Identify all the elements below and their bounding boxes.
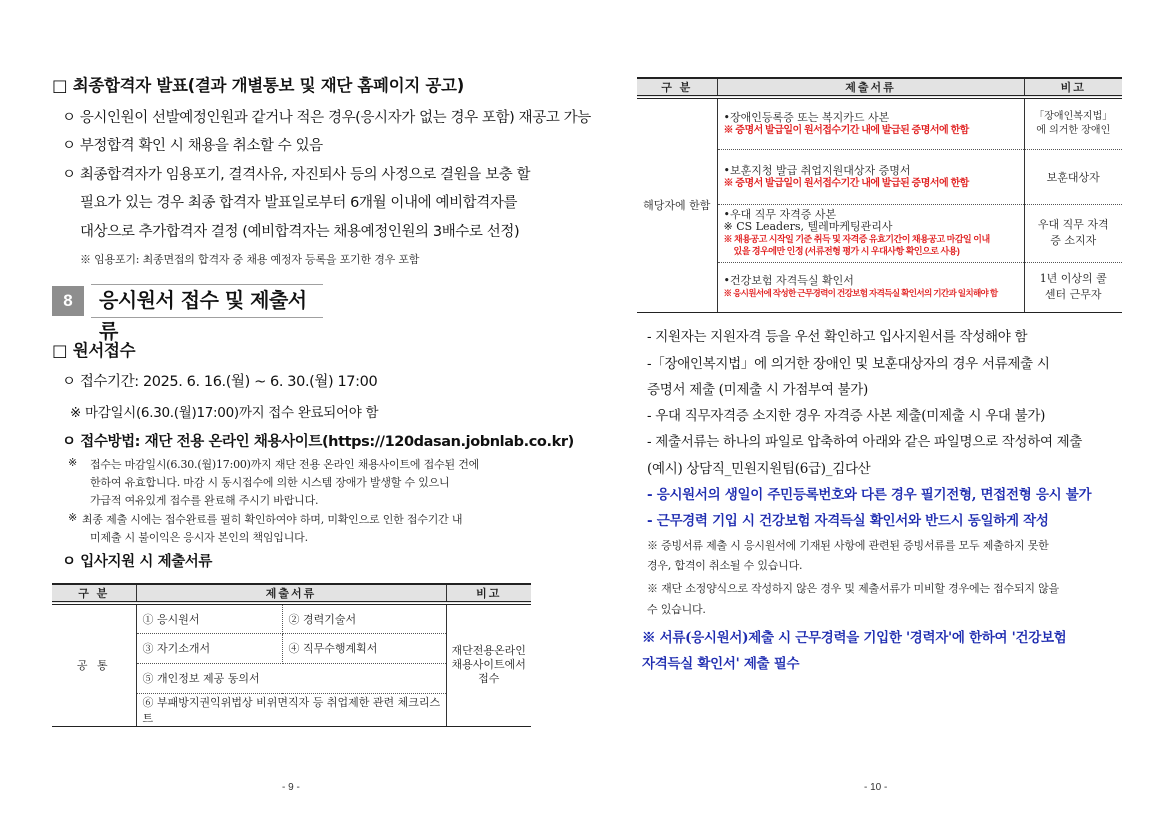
page-number: - 10 - bbox=[864, 782, 888, 793]
note-line: 수 있습니다. bbox=[647, 603, 706, 616]
doc-row bbox=[717, 262, 1024, 312]
remark-online: 재단전용온라인 채용사이트에서 접수 bbox=[446, 603, 531, 726]
doc-name: •우대 직무 자격증 사본 bbox=[723, 208, 837, 221]
doc-item: ⑥ 부패방지권익위법상 비위면직자 등 취업제한 관련 체크리스트 bbox=[136, 693, 446, 726]
remark: 「장애인복지법」에 의거한 장애인 bbox=[1024, 97, 1122, 149]
doc-row bbox=[717, 97, 1024, 149]
category-common: 공 통 bbox=[52, 603, 136, 726]
blue-notice: - 근무경력 기입 시 건강보험 자격득실 확인서와 반드시 동일하게 작성 bbox=[647, 513, 1049, 529]
note-line: ※ 재단 소정양식으로 작성하지 않은 경우 및 제출서류가 미비할 경우에는 접수되지 않을 bbox=[647, 582, 1059, 595]
heading-final-announcement: □ 최종합격자 발표(결과 개별통보 및 재단 홈페이지 공고) bbox=[52, 76, 464, 95]
note-line: ※ 증빙서류 제출 시 응시원서에 기재된 사항에 관련된 증빙서류를 모두 제출하지 못한 bbox=[647, 539, 1049, 552]
reception-note-line: 가급적 여유있게 접수를 완료해 주시기 바랍니다. bbox=[90, 494, 319, 507]
reception-note-line: 최종 제출 시에는 접수완료를 필히 확인하여야 하며, 미확인으로 인한 접수기간 내 bbox=[82, 513, 463, 526]
remark: 1년 이상의 콜센터 근무자 bbox=[1024, 262, 1122, 312]
doc-name: •장애인등록증 또는 복지카드 사본 bbox=[723, 110, 890, 124]
doc-item: ② 경력기술서 bbox=[282, 603, 446, 633]
sub-note: ※ CS Leaders, 텔레마케팅관리사 bbox=[723, 220, 893, 233]
bullet-reserve-cont: 대상으로 추가합격자 결정 (예비합격자는 채용예정인원의 3배수로 선정) bbox=[80, 224, 520, 240]
dash-line: -「장애인복지법」에 의거한 장애인 및 보훈대상자의 경우 서류제출 시 bbox=[647, 356, 1050, 372]
reception-method: ㅇ 접수방법: 재단 전용 온라인 채용사이트(https://120dasan.jobnlab.co.kr) bbox=[62, 434, 574, 450]
dash-line: - 우대 직무자격증 소지한 경우 자격증 사본 제출(미제출 시 우대 불가) bbox=[647, 408, 1046, 424]
reception-period: ㅇ 접수기간: 2025. 6. 16.(월) ~ 6. 30.(월) 17:00 bbox=[62, 374, 378, 390]
page-10 bbox=[585, 0, 1170, 827]
dash-line: 증명서 제출 (미제출 시 가점부여 불가) bbox=[647, 382, 869, 398]
docs-heading: ㅇ 입사지원 시 제출서류 bbox=[62, 554, 213, 570]
doc-row bbox=[717, 149, 1024, 204]
doc-name: •건강보험 자격득실 확인서 bbox=[723, 274, 854, 287]
note-mark: ※ bbox=[68, 511, 78, 524]
red-note: ※ 응시원서에 작성한 근무경력이 건강보험 자격득실 확인서의 기간과 일치해야 함 bbox=[723, 288, 998, 298]
bullet-readvertise: ㅇ 응시인원이 선발예정인원과 같거나 적은 경우(응시자가 없는 경우 포함) 재공고 가능 bbox=[62, 110, 591, 126]
remark: 우대 직무 자격증 소지자 bbox=[1024, 204, 1122, 262]
heading-reception: □ 원서접수 bbox=[52, 341, 136, 360]
reception-note-line: 미제출 시 불이익은 응시자 본인의 책임입니다. bbox=[90, 531, 308, 544]
bullet-reserve-cont: 필요가 있는 경우 최종 합격자 발표일로부터 6개월 이내에 예비합격자를 bbox=[80, 195, 518, 211]
doc-item: ④ 직무수행계획서 bbox=[282, 633, 446, 663]
bullet-reserve: ㅇ 최종합격자가 임용포기, 결격사유, 자진퇴사 등의 사정으로 결원을 보충 할 bbox=[62, 167, 531, 183]
doc-item: ⑤ 개인정보 제공 동의서 bbox=[136, 663, 446, 693]
red-note: ※ 증명서 발급일이 원서접수기간 내에 발급된 증명서에 한함 bbox=[723, 124, 969, 136]
reception-deadline-note: ※ 마감일시(6.30.(월)17:00)까지 접수 완료되어야 함 bbox=[70, 405, 379, 421]
blue-notice: - 응시원서의 생일이 주민등록번호와 다른 경우 필기전형, 면접전형 응시 불가 bbox=[647, 487, 1092, 503]
col-header-docs: 제출서류 bbox=[717, 78, 1024, 97]
conditional-docs-table bbox=[637, 77, 1122, 313]
section-title: 응시원서 접수 및 제출서류 bbox=[91, 284, 323, 318]
common-docs-table bbox=[52, 583, 531, 727]
note-appointment-waiver: ※ 임용포기: 최종면접의 합격자 중 채용 예정자 등록을 포기한 경우 포함 bbox=[80, 253, 420, 266]
page-number: - 9 - bbox=[282, 782, 300, 793]
doc-item: ③ 자기소개서 bbox=[136, 633, 282, 663]
col-header-remark: 비고 bbox=[1024, 78, 1122, 97]
note-line: 경우, 합격이 취소될 수 있습니다. bbox=[647, 559, 803, 572]
reception-note-line: 접수는 마감일시(6.30.(월)17:00)까지 재단 전용 온라인 채용사이트에 접수된 건에 bbox=[90, 458, 480, 471]
final-required-note: ※ 서류(응시원서)제출 시 근무경력을 기입한 '경력자'에 한하여 '건강보험 bbox=[642, 630, 1067, 646]
dash-line: - 지원자는 지원자격 등을 우선 확인하고 입사지원서를 작성해야 함 bbox=[647, 329, 1028, 345]
col-header-remark: 비고 bbox=[446, 584, 531, 603]
doc-item: ① 응시원서 bbox=[136, 603, 282, 633]
doc-row bbox=[717, 204, 1024, 262]
section-number-badge: 8 bbox=[52, 286, 84, 316]
bullet-cancel: ㅇ 부정합격 확인 시 채용을 취소할 수 있음 bbox=[62, 138, 323, 154]
reception-note-line: 한하여 유효합니다. 마감 시 동시접수에 의한 시스템 장애가 발생할 수 있으니 bbox=[90, 476, 450, 489]
doc-name: •보훈지청 발급 취업지원대상자 증명서 bbox=[723, 163, 911, 177]
final-required-note: 자격득실 확인서' 제출 필수 bbox=[642, 656, 800, 672]
red-note: 있을 경우에만 인정 (서류전형 평가 시 우대사항 확인으로 사용) bbox=[733, 246, 960, 256]
dash-line: - 제출서류는 하나의 파일로 압축하여 아래와 같은 파일명으로 작성하여 제출 bbox=[647, 434, 1083, 450]
red-note: ※ 채용공고 시작일 기준 취득 및 자격증 유효기간이 채용공고 마감일 이내 bbox=[723, 234, 990, 244]
remark: 보훈대상자 bbox=[1024, 149, 1122, 204]
note-mark: ※ bbox=[68, 456, 78, 469]
col-header-category: 구 분 bbox=[52, 584, 136, 603]
col-header-docs: 제출서류 bbox=[136, 584, 446, 603]
col-header-category: 구 분 bbox=[637, 78, 717, 97]
category-applicable: 해당자에 한함 bbox=[637, 97, 717, 312]
dash-line-example: (예시) 상담직_민원지원팀(6급)_김다산 bbox=[647, 461, 871, 477]
red-note: ※ 증명서 발급일이 원서접수기간 내에 발급된 증명서에 한함 bbox=[723, 177, 969, 189]
